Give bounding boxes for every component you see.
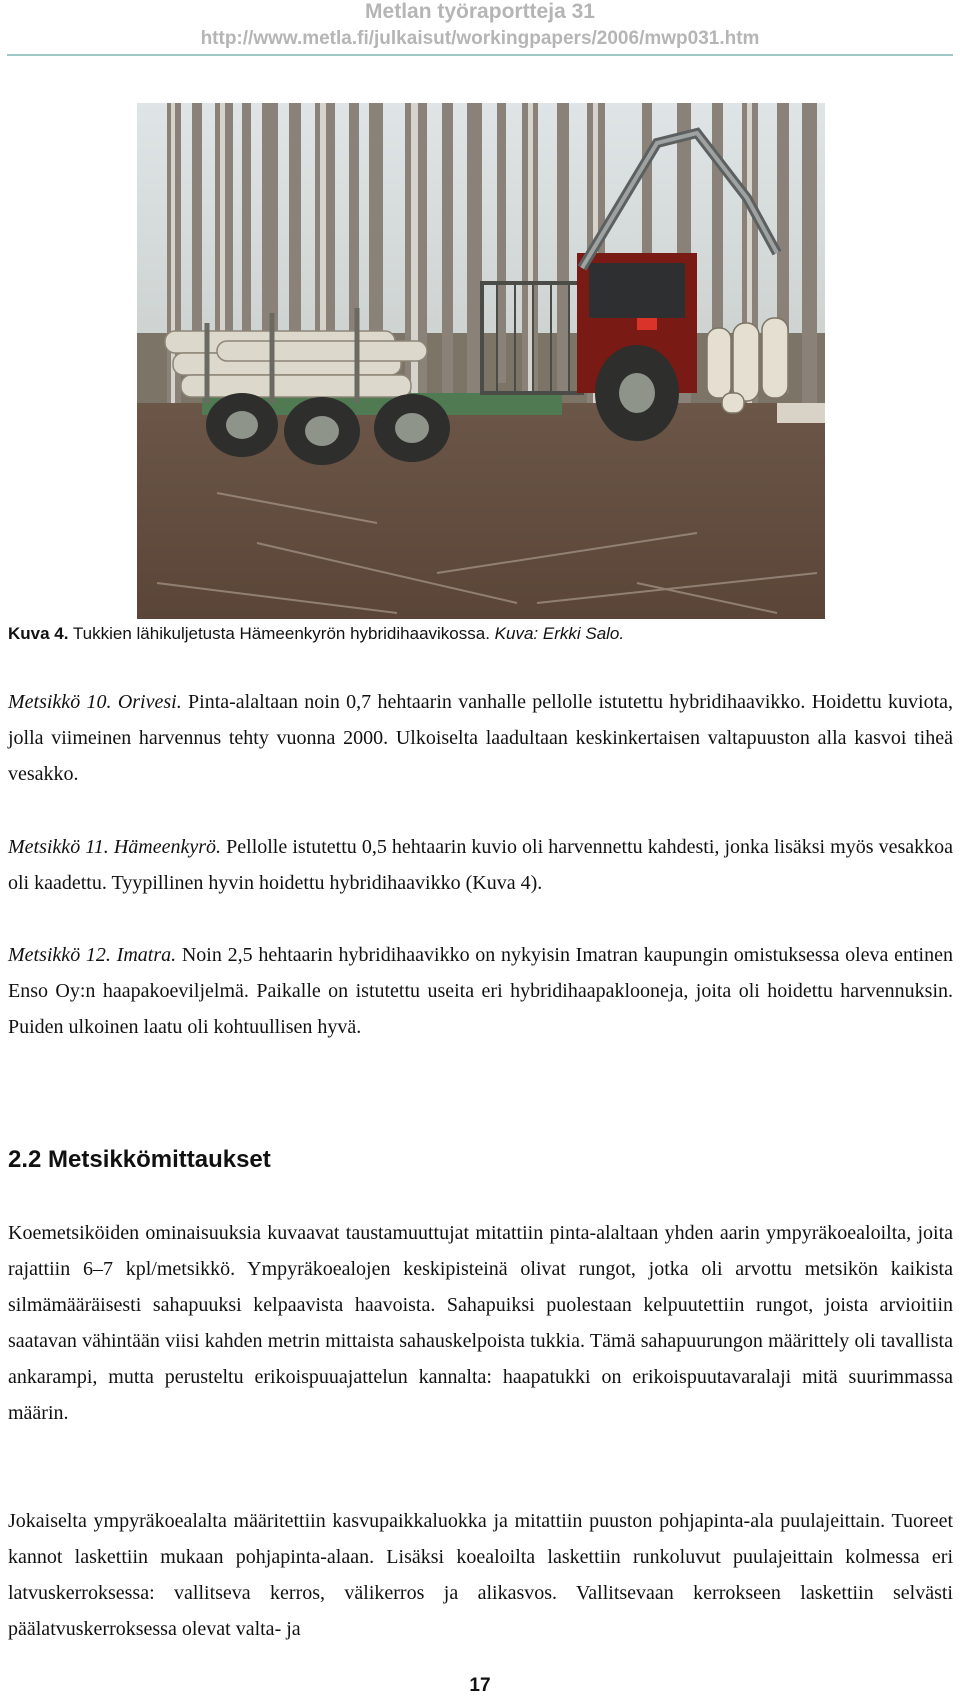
forwarder-photo bbox=[137, 103, 825, 619]
stand-10-text: Pinta-alaltaan noin 0,7 hehtaarin vanhalle pellolle istutettu hybridihaavikko. Hoidettu kuviota, jolla viimeinen harvennus tehty vuonna 2000. Ulkoiselta laadultaan keskinkertaisen valtapuuston alla kasvoi tiheä vesakko. bbox=[8, 691, 953, 785]
publication-url: http://www.metla.fi/julkaisut/workingpapers/2006/mwp031.htm bbox=[200, 28, 760, 49]
stand-11-heading: Metsikkö 11. Hämeenkyrö. bbox=[8, 836, 222, 858]
stand-12-paragraph bbox=[8, 937, 953, 1045]
section-heading: 2.2 Metsikkömittaukset bbox=[8, 1146, 271, 1173]
stand-12-heading: Metsikkö 12. Imatra. bbox=[8, 944, 177, 966]
stand-11-text: Pellolle istutettu 0,5 hehtaarin kuvio oli harvennettu kahdesti, jonka lisäksi myös vesakkoa oli kaadettu. Tyypillinen hyvin hoidettu hybridihaavikko (Kuva 4). bbox=[8, 836, 954, 894]
stand-10-heading: Metsikkö 10. Orivesi. bbox=[8, 691, 182, 713]
figure-caption-text: Tukkien lähikuljetusta Hämeenkyrön hybridihaavikossa. bbox=[72, 624, 490, 643]
header-divider bbox=[7, 54, 953, 56]
measurement-paragraph-1: Koemetsiköiden ominaisuuksia kuvaavat taustamuuttujat mitattiin pinta-alaltaan yhden aarin ympyräkoealoilta, joita rajattiin 6–7 kpl/metsikkö. Ympyräkoealojen keskipisteinä olivat rungot, jotka oli arvottu metsikön kaikista silmämääräisesti sahapuuksi kelpaavista haavoista. Sahapuiksi puolestaan kelpuutettiin rungot, joista arvioitiin saatavan vähintään viisi kahden metrin mittaista sahauskelpoista tukkia. Tämä sahapuurungon määrittely oli tavallista ankarampi, mutta perusteltu erikoispuuajattelun kannalta: haapatukki on erikoispuutavaralaji mitä suurimmassa määrin. bbox=[8, 1222, 953, 1424]
stand-10-paragraph bbox=[8, 684, 953, 792]
stand-11-paragraph bbox=[8, 829, 953, 901]
series-title: Metlan työraportteja 31 bbox=[365, 0, 595, 23]
figure-label: Kuva 4. bbox=[8, 624, 69, 643]
measurement-paragraph-2: Jokaiselta ympyräkoealalta määritettiin kasvupaikkaluokka ja mitattiin puuston pohjapinta-ala puulajeittain. Tuoreet kannot laskettiin mukaan pohjapinta-alaan. Lisäksi koealoilta laskettiin runkoluvut puulajeittain kolmessa eri latvuskerroksessa: vallitseva kerros, välikerros ja alikasvos. Vallitsevaan kerrokseen laskettiin selvästi päälatvuskerroksessa olevat valta- ja bbox=[8, 1510, 953, 1640]
page-number: 17 bbox=[469, 1675, 491, 1696]
figure-caption bbox=[8, 622, 952, 646]
stand-12-text: Noin 2,5 hehtaarin hybridihaavikko on nykyisin Imatran kaupungin omistuksessa oleva entinen Enso Oy:n haapakoeviljelmä. Paikalle on istutettu useita eri hybridihaapaklooneja, joita oli hoidettu harvennuksin. Puiden ulkoinen laatu oli kohtuullisen hyvä. bbox=[8, 944, 953, 1038]
figure-credit: Kuva: Erkki Salo. bbox=[494, 624, 625, 643]
